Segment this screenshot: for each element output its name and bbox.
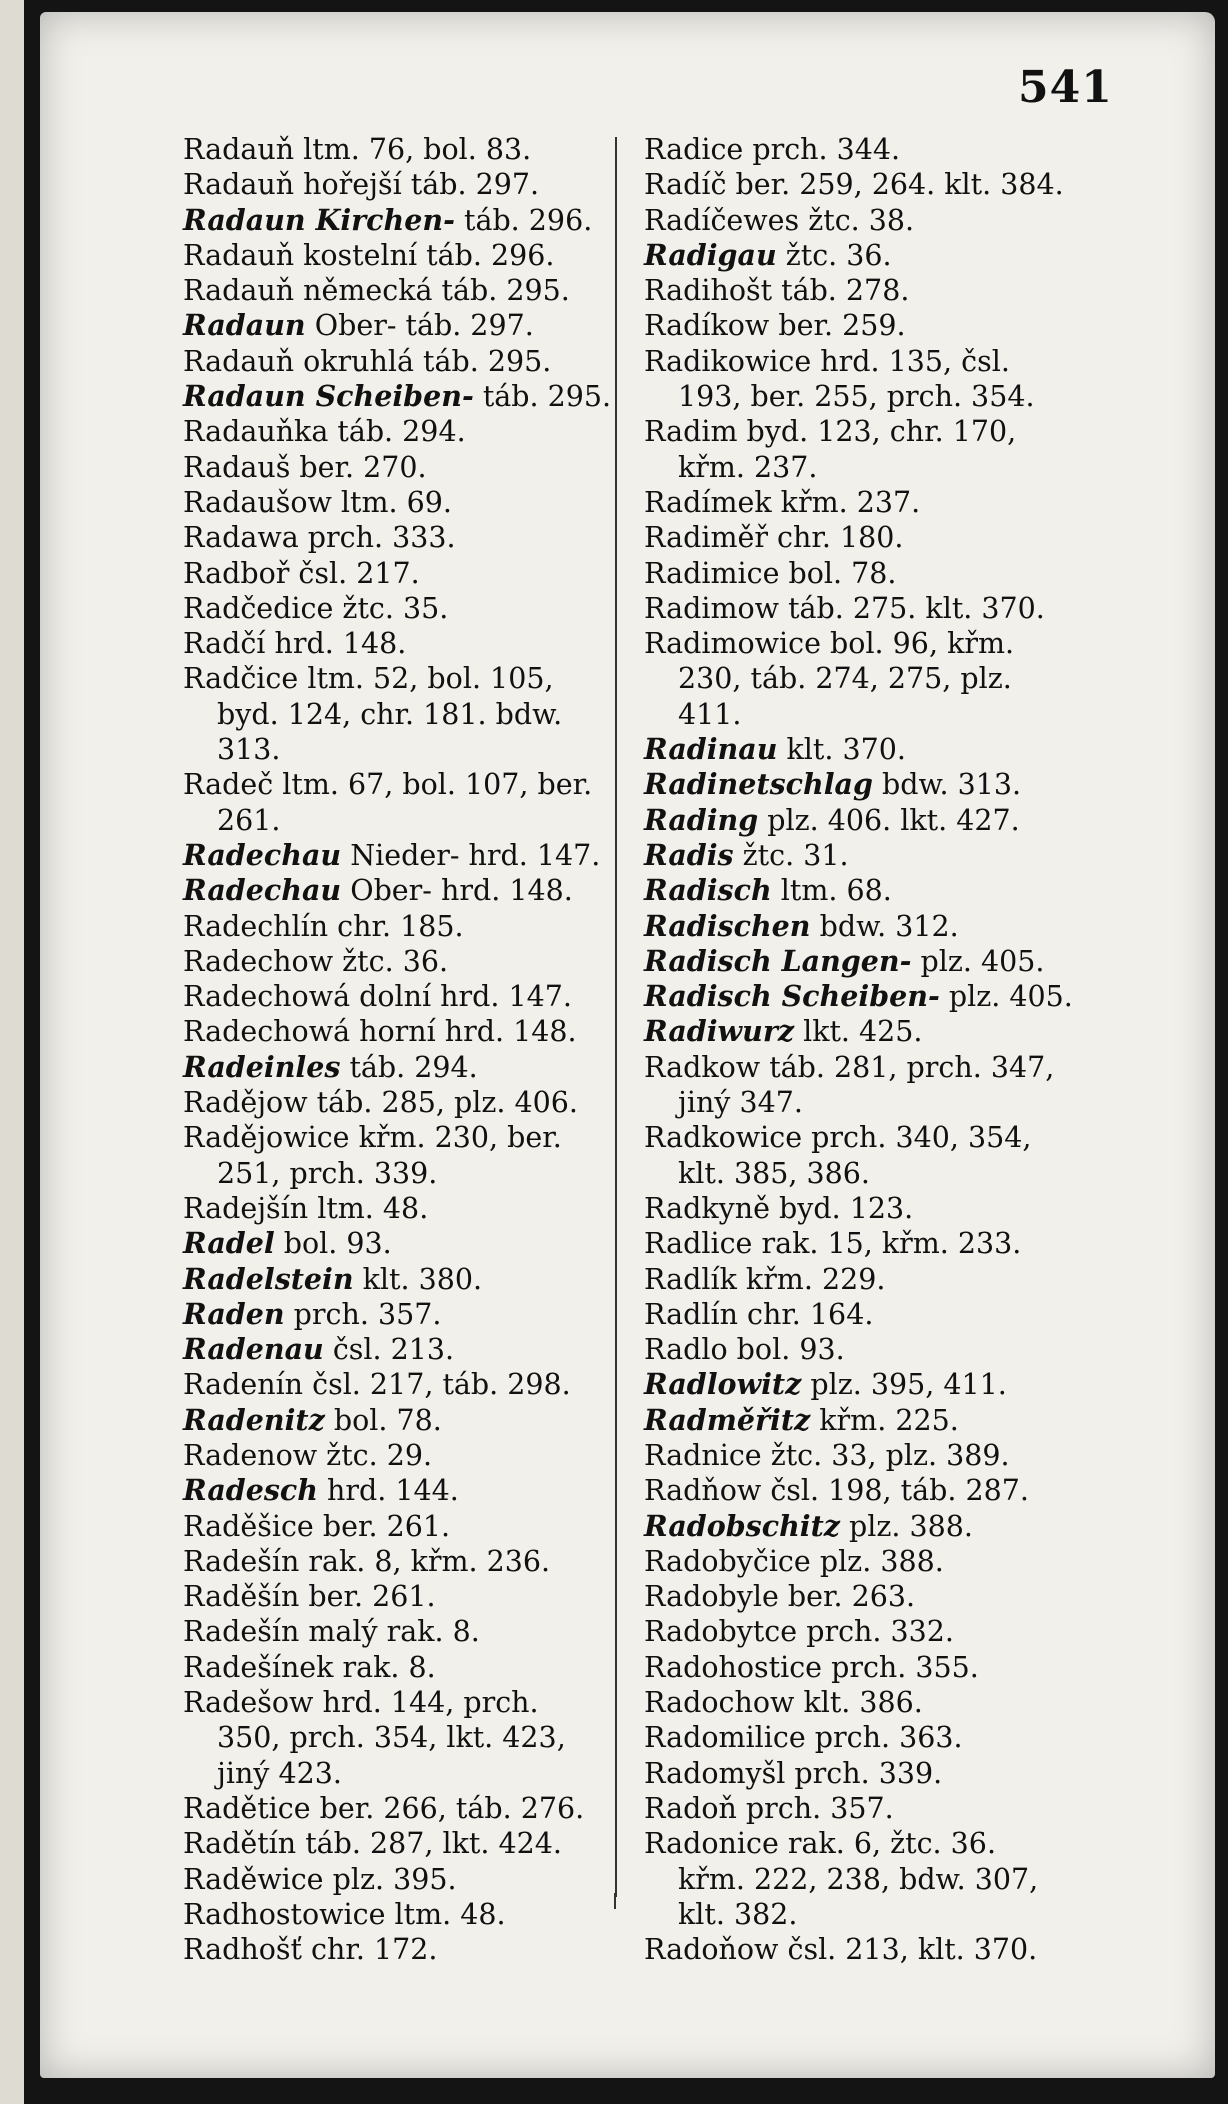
place-name: Radějow — [183, 1086, 308, 1120]
district-references: bdw. 313. — [872, 768, 1022, 802]
district-references: chr. 164. — [737, 1297, 874, 1331]
district-references: táb. 281, prch. 347, — [760, 1050, 1055, 1084]
district-references: táb. 296. — [454, 203, 593, 237]
index-entry — [183, 308, 623, 343]
place-name: Radměřitz — [644, 1402, 811, 1437]
index-entry — [183, 1014, 623, 1049]
place-name: Radčí — [183, 627, 266, 661]
district-references: ltm. 67, bol. 107, ber. — [273, 768, 593, 802]
district-references: ber. 259, 264. klt. 384. — [726, 168, 1064, 202]
district-references: německá táb. 295. — [294, 274, 570, 308]
place-name: Radigau — [644, 237, 777, 272]
index-entry — [183, 556, 623, 591]
district-references: plz. 395, 411. — [801, 1368, 1007, 1402]
district-references: dolní hrd. 147. — [350, 980, 572, 1014]
index-entry — [644, 1438, 1084, 1473]
district-references: rak. 6, žtc. 36. — [778, 1827, 996, 1861]
index-entry — [183, 1403, 623, 1438]
district-references: bdw. 312. — [810, 909, 959, 943]
index-entry — [183, 203, 623, 238]
place-name: Radejšín — [183, 1191, 309, 1225]
place-name: Radim — [644, 415, 738, 449]
district-references: ber. 261. — [299, 1580, 436, 1614]
district-references: táb. 275. klt. 370. — [779, 591, 1045, 625]
index-entry — [183, 1791, 623, 1826]
place-name: Radnice — [644, 1438, 762, 1472]
place-name: Radechau — [183, 873, 342, 908]
district-references: prch. 333. — [298, 521, 456, 555]
place-name: Radauň — [183, 344, 295, 378]
place-name: Radechow — [183, 944, 334, 978]
place-name: Radelstein — [183, 1261, 354, 1296]
place-name: Radějowice — [183, 1121, 350, 1155]
place-name: Radel — [183, 1226, 275, 1261]
place-name: Radčice — [183, 662, 299, 696]
index-entry — [644, 1050, 1084, 1085]
index-entry-continuation: jiný 347. — [678, 1086, 803, 1120]
district-references: ber. 263. — [778, 1580, 916, 1614]
district-references: křm. 225. — [810, 1403, 959, 1437]
index-entry-continuation: 230, táb. 274, 275, plz. — [678, 662, 1012, 696]
district-references: ber. 270. — [290, 450, 427, 484]
index-entry — [644, 873, 1084, 908]
column-divider-tail — [614, 1893, 616, 1909]
index-entry-continuation: 251, prch. 339. — [217, 1156, 438, 1190]
index-entry-continuation: byd. 124, chr. 181. bdw. — [217, 697, 563, 731]
index-entry — [183, 1085, 623, 1120]
place-name: Radoň — [644, 1791, 737, 1825]
district-references: hrd. 135, čsl. — [811, 344, 1010, 378]
district-references: prch. 340, 354, — [802, 1121, 1032, 1155]
district-references: rak. 8, křm. 236. — [299, 1544, 551, 1578]
index-entry — [644, 1120, 1084, 1155]
place-name: Radis — [644, 837, 734, 872]
index-entry — [183, 273, 623, 308]
district-references: žtc. 35. — [333, 591, 449, 625]
place-name: Radešín — [183, 1544, 300, 1578]
page-number: 541 — [1018, 62, 1113, 113]
index-entry — [644, 1720, 1084, 1755]
index-entry — [644, 591, 1084, 626]
index-entry — [644, 803, 1084, 838]
place-name: Radoňow — [644, 1933, 779, 1967]
place-name: Radauň — [183, 274, 295, 308]
index-entry-continuation: klt. 382. — [678, 1897, 798, 1931]
place-name: Radhostowice — [183, 1897, 386, 1931]
index-entry — [183, 1614, 623, 1649]
index-entry — [644, 979, 1084, 1014]
district-references: prch. 332. — [797, 1615, 954, 1649]
district-references: bol. 96, křm. — [820, 627, 1015, 661]
district-references: klt. 380. — [353, 1262, 483, 1296]
district-references: plz. 395. — [323, 1862, 457, 1896]
district-references: křm. 229. — [736, 1262, 886, 1296]
index-entry — [183, 1332, 623, 1367]
district-references: ber. 266, táb. 276. — [310, 1791, 585, 1825]
place-name: Radikowice — [644, 344, 812, 378]
index-entry — [644, 485, 1084, 520]
district-references: ltm. 48. — [308, 1191, 429, 1225]
index-entry-continuation: 313. — [217, 733, 281, 767]
index-entry — [644, 1826, 1084, 1861]
index-entry — [183, 238, 623, 273]
place-name: Radboř — [183, 556, 290, 590]
place-name: Radohostice — [644, 1650, 823, 1684]
place-name: Radiwurz — [644, 1014, 795, 1049]
index-entry — [183, 767, 623, 802]
district-references: bol. 78. — [779, 556, 897, 590]
district-references: čsl. 213, klt. 370. — [778, 1933, 1038, 1967]
place-name: Radesch — [183, 1473, 318, 1508]
place-name: Radlín — [644, 1297, 738, 1331]
district-references: bol. 93. — [274, 1227, 392, 1261]
place-name: Radochow — [644, 1686, 795, 1720]
index-entry — [644, 203, 1084, 238]
index-entry — [183, 132, 623, 167]
place-name: Radětice — [183, 1791, 311, 1825]
place-name: Radaun Kirchen- — [183, 202, 455, 237]
index-entry — [644, 556, 1084, 591]
district-references: prch. 363. — [805, 1721, 963, 1755]
place-name: Raděwice — [183, 1862, 324, 1896]
index-entry — [644, 1791, 1084, 1826]
index-entry — [644, 732, 1084, 767]
place-name: Radauň — [183, 168, 295, 202]
place-name: Radlík — [644, 1262, 737, 1296]
place-name: Raden — [183, 1296, 285, 1331]
index-entry — [644, 1473, 1084, 1508]
place-name: Radňow — [644, 1474, 762, 1508]
index-entry — [183, 1262, 623, 1297]
index-entry-continuation: 411. — [678, 697, 742, 731]
index-entry-continuation: 350, prch. 354, lkt. 423, — [217, 1721, 566, 1755]
district-references: prch. 355. — [822, 1650, 979, 1684]
place-name: Radlice — [644, 1227, 753, 1261]
index-entry — [183, 1226, 623, 1261]
district-references: křm. 237. — [771, 485, 921, 519]
place-name: Radischen — [644, 908, 811, 943]
index-entry — [644, 838, 1084, 873]
place-name: Radobyle — [644, 1580, 779, 1614]
district-references: prch. 357. — [736, 1791, 894, 1825]
index-entry — [644, 1297, 1084, 1332]
index-entry — [183, 661, 623, 696]
place-name: Radkyně — [644, 1191, 770, 1225]
index-entry — [644, 1014, 1084, 1049]
index-entry — [644, 238, 1084, 273]
district-references: chr. 180. — [767, 521, 904, 555]
district-references: plz. 405. — [939, 980, 1073, 1014]
place-name: Radkow — [644, 1050, 761, 1084]
index-entry — [183, 1509, 623, 1544]
district-references: žtc. 36. — [333, 944, 449, 978]
index-entry — [644, 626, 1084, 661]
index-entry — [644, 1544, 1084, 1579]
place-name: Radaun Scheiben- — [183, 379, 474, 414]
place-name: Radauňka — [183, 415, 329, 449]
district-references: Nieder- hrd. 147. — [341, 838, 601, 872]
index-entry — [183, 1544, 623, 1579]
district-references: žtc. 38. — [799, 203, 915, 237]
district-references: chr. 185. — [328, 909, 464, 943]
index-entry-continuation: křm. 222, 238, bdw. 307, — [678, 1862, 1039, 1896]
district-references: Ober- táb. 297. — [305, 309, 534, 343]
index-entry — [183, 838, 623, 873]
index-entry — [644, 1579, 1084, 1614]
place-name: Radechau — [183, 837, 342, 872]
district-references: táb. 294. — [328, 415, 466, 449]
district-references: hrd. 148. — [265, 627, 407, 661]
district-references: žtc. 29. — [317, 1438, 433, 1472]
district-references: lkt. 425. — [794, 1015, 923, 1049]
place-name: Radešínek — [183, 1650, 334, 1684]
place-name: Radimow — [644, 591, 780, 625]
index-entry — [644, 909, 1084, 944]
index-entry — [644, 1685, 1084, 1720]
district-references: žtc. 36. — [776, 238, 892, 272]
place-name: Radímek — [644, 485, 772, 519]
district-references: ber. 261. — [313, 1509, 451, 1543]
index-entry — [183, 167, 623, 202]
place-name: Radauš — [183, 450, 291, 484]
place-name: Radaun — [183, 308, 306, 343]
index-entry — [183, 626, 623, 661]
index-entry — [183, 944, 623, 979]
district-references: byd. 123. — [769, 1191, 914, 1225]
district-references: hrd. 144, prch. — [313, 1686, 539, 1720]
adjacent-page-edge — [0, 0, 24, 2104]
district-references: malý rak. 8. — [299, 1615, 480, 1649]
index-entry — [183, 1438, 623, 1473]
place-name: Radeinles — [183, 1049, 341, 1084]
district-references: čsl. 217, táb. 298. — [303, 1368, 571, 1402]
index-entry — [183, 450, 623, 485]
index-entry — [644, 1509, 1084, 1544]
district-references: křm. 230, ber. — [349, 1121, 562, 1155]
index-entry — [183, 1897, 623, 1932]
index-entry — [644, 167, 1084, 202]
index-entry — [644, 414, 1084, 449]
place-name: Radčedice — [183, 591, 334, 625]
district-references: klt. 386. — [794, 1686, 923, 1720]
district-references: ltm. 48. — [385, 1897, 506, 1931]
index-entry — [644, 1614, 1084, 1649]
district-references: plz. 406. lkt. 427. — [758, 803, 1020, 837]
place-name: Radobschitz — [644, 1508, 840, 1543]
index-entry — [644, 767, 1084, 802]
place-name: Raděšice — [183, 1509, 314, 1543]
place-name: Radešín — [183, 1615, 300, 1649]
index-entry-continuation: křm. 237. — [678, 450, 818, 484]
district-references: ltm. 76, bol. 83. — [294, 133, 532, 166]
index-entry — [644, 520, 1084, 555]
place-name: Radíkow — [644, 309, 770, 343]
index-entry-continuation: 193, ber. 255, prch. 354. — [678, 380, 1035, 414]
district-references: kostelní táb. 296. — [294, 238, 555, 272]
district-references: plz. 388. — [839, 1509, 973, 1543]
index-entry — [644, 273, 1084, 308]
place-name: Radeč — [183, 768, 274, 802]
place-name: Radenau — [183, 1332, 324, 1367]
place-name: Radobytce — [644, 1615, 798, 1649]
index-entry — [644, 132, 1084, 167]
place-name: Radisch Scheiben- — [644, 979, 940, 1014]
district-references: rak. 15, křm. 233. — [752, 1227, 1022, 1261]
district-references: táb. 294. — [340, 1050, 478, 1084]
district-references: ber. 259. — [769, 309, 906, 343]
index-entry — [644, 1932, 1084, 1967]
place-name: Radice — [644, 133, 744, 166]
place-name: Radětín — [183, 1827, 297, 1861]
place-name: Radomilice — [644, 1721, 806, 1755]
index-entry — [183, 1650, 623, 1685]
column-divider — [615, 137, 617, 1897]
index-entry — [183, 1191, 623, 1226]
place-name: Radinau — [644, 732, 778, 767]
place-name: Radobyčice — [644, 1544, 811, 1578]
index-entry — [183, 520, 623, 555]
district-references: okruhlá táb. 295. — [294, 344, 552, 378]
index-entry — [183, 1367, 623, 1402]
district-references: horní hrd. 148. — [350, 1015, 577, 1049]
index-entry — [183, 379, 623, 414]
index-entry — [644, 308, 1084, 343]
index-entry-continuation: klt. 385, 386. — [678, 1156, 870, 1190]
index-column-right — [644, 132, 1084, 1967]
place-name: Radechlín — [183, 909, 329, 943]
district-references: táb. 278. — [772, 274, 910, 308]
district-references: ltm. 52, bol. 105, — [298, 662, 554, 696]
place-name: Radenitz — [183, 1402, 325, 1437]
district-references: ltm. 69. — [331, 485, 452, 519]
district-references: táb. 285, plz. 406. — [307, 1086, 578, 1120]
index-entry — [644, 1191, 1084, 1226]
index-entry — [183, 1862, 623, 1897]
index-entry — [183, 1826, 623, 1861]
place-name: Radimowice — [644, 627, 821, 661]
place-name: Radíč — [644, 168, 727, 202]
place-name: Radenow — [183, 1438, 318, 1472]
index-entry — [183, 909, 623, 944]
district-references: žtc. 31. — [733, 838, 849, 872]
index-entry — [183, 1685, 623, 1720]
district-references: bol. 78. — [324, 1403, 442, 1437]
index-entry — [644, 1403, 1084, 1438]
district-references: hořejší táb. 297. — [294, 168, 540, 202]
index-entry — [183, 591, 623, 626]
index-entry — [644, 1367, 1084, 1402]
index-entry — [183, 344, 623, 379]
place-name: Radauň — [183, 133, 295, 166]
district-references: plz. 388. — [810, 1544, 944, 1578]
index-entry — [183, 1932, 623, 1967]
index-entry — [644, 1262, 1084, 1297]
index-entry — [183, 1297, 623, 1332]
district-references: prch. 339. — [785, 1756, 943, 1790]
district-references: táb. 287, lkt. 424. — [296, 1827, 562, 1861]
district-references: bol. 93. — [727, 1333, 845, 1367]
index-entry — [183, 1473, 623, 1508]
index-entry — [644, 344, 1084, 379]
place-name: Radonice — [644, 1827, 779, 1861]
index-entry-continuation: 261. — [217, 803, 281, 837]
place-name: Radenín — [183, 1368, 304, 1402]
district-references: čsl. 213. — [323, 1333, 455, 1367]
place-name: Radlowitz — [644, 1367, 802, 1402]
index-entry — [183, 873, 623, 908]
index-entry — [183, 414, 623, 449]
place-name: Radisch Langen- — [644, 943, 912, 978]
district-references: Ober- hrd. 148. — [341, 874, 573, 908]
district-references: čsl. 198, táb. 287. — [761, 1474, 1029, 1508]
place-name: Radechowá — [183, 980, 351, 1014]
place-name: Radiměř — [644, 521, 768, 555]
place-name: Rading — [644, 802, 759, 837]
place-name: Radešow — [183, 1686, 314, 1720]
district-references: žtc. 33, plz. 389. — [761, 1438, 1010, 1472]
index-entry — [644, 1226, 1084, 1261]
place-name: Radinetschlag — [644, 767, 873, 802]
district-references: rak. 8. — [333, 1650, 436, 1684]
district-references: prch. 344. — [743, 133, 901, 166]
index-entry — [183, 1120, 623, 1155]
place-name: Raděšín — [183, 1580, 300, 1614]
place-name: Radauň — [183, 238, 295, 272]
index-entry — [183, 1579, 623, 1614]
district-references: ltm. 68. — [771, 874, 892, 908]
district-references: klt. 370. — [777, 733, 906, 767]
index-entry — [644, 1650, 1084, 1685]
index-entry — [183, 1050, 623, 1085]
place-name: Radlo — [644, 1333, 728, 1367]
index-entry — [183, 485, 623, 520]
district-references: plz. 405. — [911, 944, 1045, 978]
index-entry — [183, 979, 623, 1014]
index-entry — [644, 1332, 1084, 1367]
place-name: Radihošt — [644, 274, 773, 308]
place-name: Radimice — [644, 556, 780, 590]
place-name: Radawa — [183, 521, 299, 555]
index-column-left — [183, 132, 623, 1967]
district-references: prch. 357. — [284, 1297, 442, 1331]
place-name: Radkowice — [644, 1121, 803, 1155]
place-name: Radomyšl — [644, 1756, 786, 1790]
district-references: hrd. 144. — [318, 1474, 459, 1508]
place-name: Radhošť — [183, 1933, 302, 1967]
district-references: chr. 172. — [301, 1933, 438, 1967]
district-references: čsl. 217. — [289, 556, 420, 590]
index-entry-continuation: jiný 423. — [217, 1756, 342, 1790]
index-entry — [644, 1756, 1084, 1791]
place-name: Radíčewes — [644, 203, 800, 237]
place-name: Radaušow — [183, 485, 332, 519]
index-entry — [644, 944, 1084, 979]
district-references: byd. 123, chr. 170, — [737, 415, 1017, 449]
place-name: Radechowá — [183, 1015, 351, 1049]
place-name: Radisch — [644, 873, 772, 908]
district-references: táb. 295. — [473, 380, 612, 414]
